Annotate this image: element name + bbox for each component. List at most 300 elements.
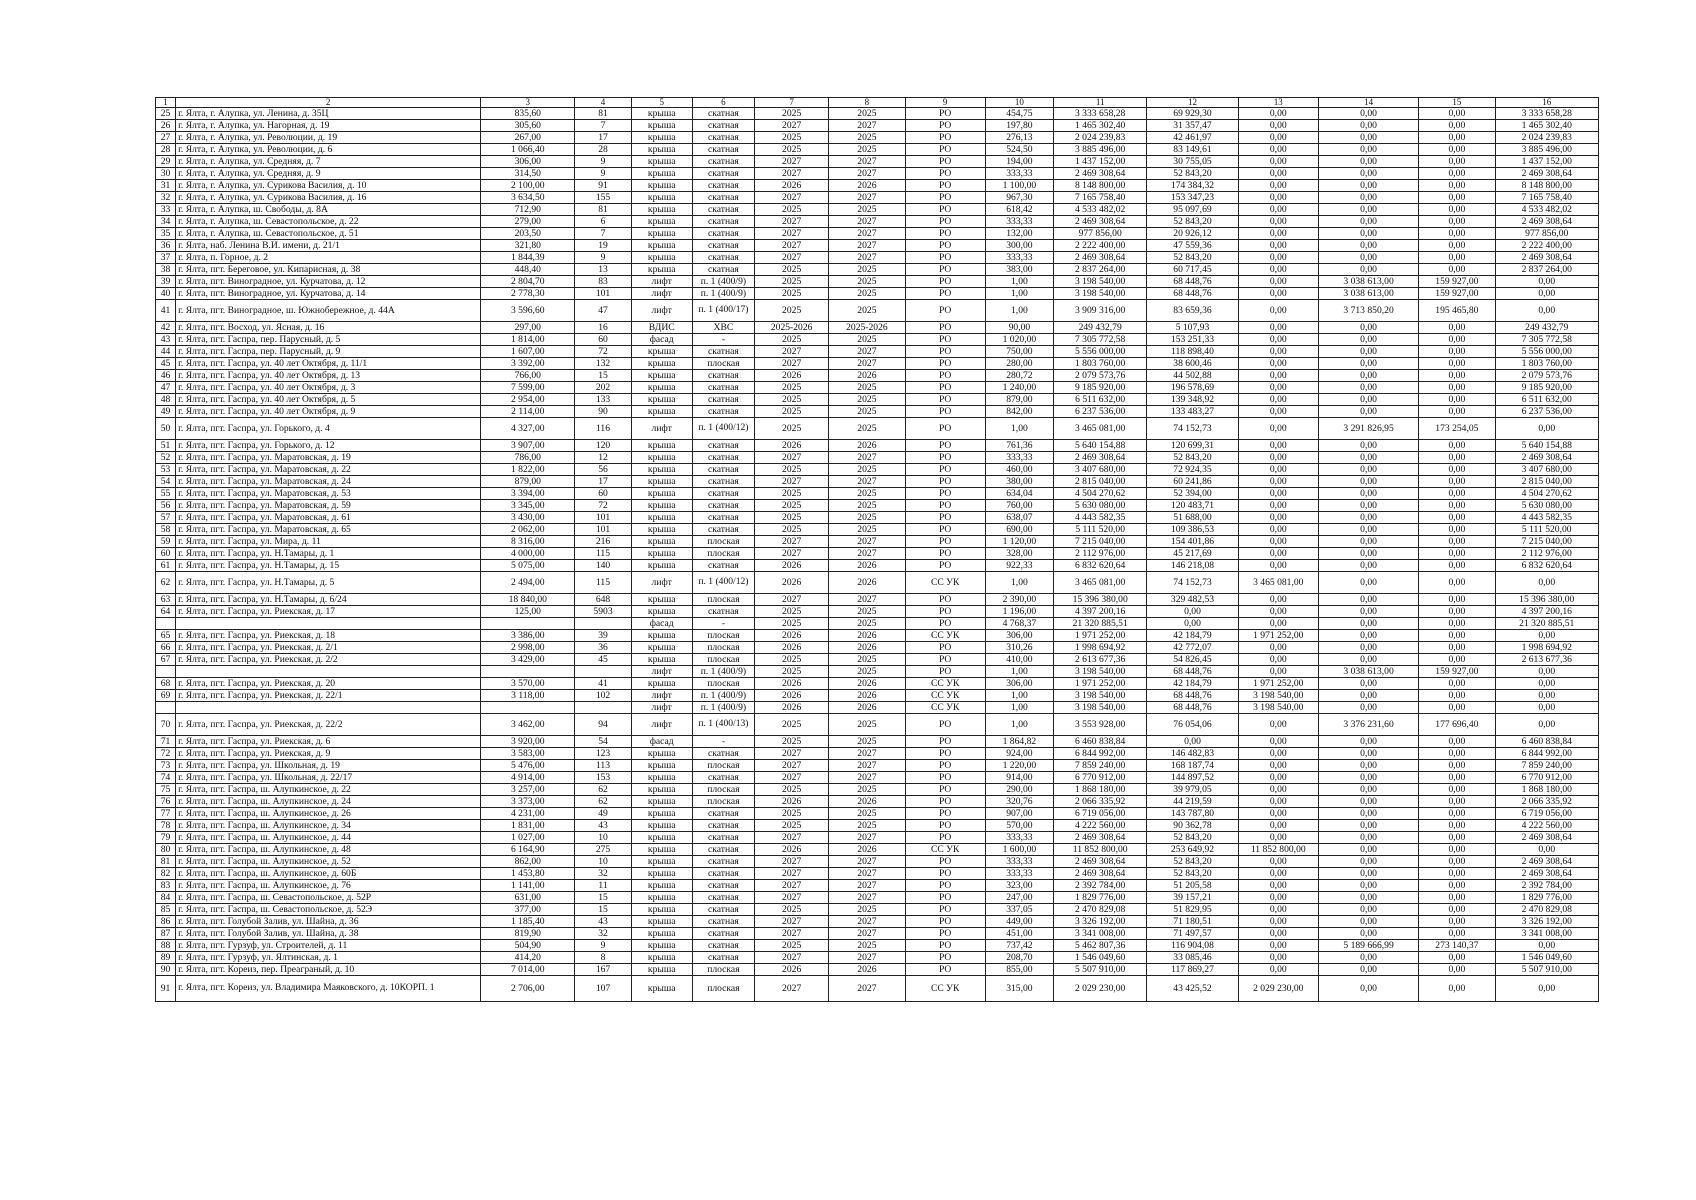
- cost-col-16: 5 640 154,88: [1495, 440, 1599, 452]
- cost-col-14: 0,00: [1318, 536, 1418, 548]
- cost-col-14: 0,00: [1318, 572, 1418, 594]
- element-type: скатная: [692, 952, 754, 964]
- fund-type: РО: [905, 240, 985, 252]
- element-type: скатная: [692, 406, 754, 418]
- year-start: 2027: [755, 928, 829, 940]
- row-number: 63: [156, 594, 176, 606]
- table-row: [156, 760, 1599, 772]
- element: лифт: [631, 300, 692, 322]
- fund-type: РО: [905, 904, 985, 916]
- element-type: скатная: [692, 512, 754, 524]
- element: крыша: [631, 880, 692, 892]
- work-volume: 333,33: [985, 856, 1053, 868]
- year-end: 2027: [829, 760, 905, 772]
- cost-col-16: 4 222 560,00: [1495, 820, 1599, 832]
- work-volume: 618,42: [985, 204, 1053, 216]
- table-row: [156, 464, 1599, 476]
- cost-col-13: 0,00: [1238, 772, 1318, 784]
- cost-col-13: 0,00: [1238, 784, 1318, 796]
- year-end: 2026: [829, 560, 905, 572]
- element: крыша: [631, 642, 692, 654]
- cost-col-16: 5 556 000,00: [1495, 346, 1599, 358]
- element-type: скатная: [692, 832, 754, 844]
- element-type: скатная: [692, 748, 754, 760]
- row-number: 52: [156, 452, 176, 464]
- total-cost: 3 407 680,00: [1054, 464, 1147, 476]
- table-row: [156, 666, 1599, 678]
- tech-supervision: 117 869,27: [1147, 964, 1238, 976]
- year-end: 2025: [829, 288, 905, 300]
- total-cost: 1 437 152,00: [1054, 156, 1147, 168]
- cost-col-16: 15 396 380,00: [1495, 594, 1599, 606]
- year-start: 2027: [755, 772, 829, 784]
- element-type: плоская: [692, 630, 754, 642]
- address: г. Ялта, пгт. Гаспра, ул. Маратовская, д. 65: [176, 524, 481, 536]
- work-volume: 1 600,00: [985, 844, 1053, 856]
- area: 4 231,00: [481, 808, 575, 820]
- fund-type: РО: [905, 524, 985, 536]
- address: г. Ялта, пгт. Гаспра, ш. Севастопольское, д. 52Э: [176, 904, 481, 916]
- tech-supervision: 52 843,20: [1147, 168, 1238, 180]
- address: г. Ялта, пгт. Виноградное, ш. Южнобережное, д. 44А: [176, 300, 481, 322]
- row-number: 45: [156, 358, 176, 370]
- element: крыша: [631, 748, 692, 760]
- cost-col-15: 0,00: [1419, 808, 1495, 820]
- element: крыша: [631, 394, 692, 406]
- tech-supervision: 52 843,20: [1147, 252, 1238, 264]
- year-start: 2027: [755, 536, 829, 548]
- column-number: 7: [755, 98, 829, 108]
- year-end: 2026: [829, 844, 905, 856]
- cost-col-13: 0,00: [1238, 560, 1318, 572]
- element-type: скатная: [692, 476, 754, 488]
- cost-col-13: 0,00: [1238, 132, 1318, 144]
- table-row: [156, 288, 1599, 300]
- year-start: 2027: [755, 216, 829, 228]
- residents: 47: [575, 300, 631, 322]
- element-type: скатная: [692, 440, 754, 452]
- element-type: скатная: [692, 394, 754, 406]
- residents: 41: [575, 678, 631, 690]
- fund-type: РО: [905, 252, 985, 264]
- element-type: скатная: [692, 820, 754, 832]
- work-volume: 1,00: [985, 276, 1053, 288]
- residents: 81: [575, 108, 631, 120]
- address: г. Ялта, пгт. Голубой Залив, ул. Шайна, д. 38: [176, 928, 481, 940]
- cost-col-14: 0,00: [1318, 678, 1418, 690]
- work-volume: 524,50: [985, 144, 1053, 156]
- row-number: 68: [156, 678, 176, 690]
- total-cost: 2 066 335,92: [1054, 796, 1147, 808]
- tech-supervision: 74 152,73: [1147, 418, 1238, 440]
- element-type: п. 1 (400/13): [692, 714, 754, 736]
- area: 835,60: [481, 108, 575, 120]
- fund-type: РО: [905, 120, 985, 132]
- tech-supervision: 72 924,35: [1147, 464, 1238, 476]
- row-number: 53: [156, 464, 176, 476]
- element-type: п. 1 (400/17): [692, 300, 754, 322]
- work-volume: 306,00: [985, 630, 1053, 642]
- area: 7 014,00: [481, 964, 575, 976]
- year-end: 2026: [829, 964, 905, 976]
- address: г. Ялта, пгт. Гаспра, ш. Алупкинское, д. 76: [176, 880, 481, 892]
- cost-col-13: 0,00: [1238, 288, 1318, 300]
- address: г. Ялта, пгт. Голубой Залив, ул. Шайна, д. 36: [176, 916, 481, 928]
- column-number: 10: [985, 98, 1053, 108]
- cost-col-15: 0,00: [1419, 572, 1495, 594]
- area: 3 583,00: [481, 748, 575, 760]
- element-type: скатная: [692, 452, 754, 464]
- cost-col-15: 159 927,00: [1419, 288, 1495, 300]
- area: 3 634,50: [481, 192, 575, 204]
- row-number: 57: [156, 512, 176, 524]
- cost-col-15: 0,00: [1419, 654, 1495, 666]
- year-start: 2025: [755, 512, 829, 524]
- row-number: 76: [156, 796, 176, 808]
- table-row: [156, 868, 1599, 880]
- address: г. Ялта, пгт. Гаспра, ш. Алупкинское, д. 26: [176, 808, 481, 820]
- work-volume: 197,80: [985, 120, 1053, 132]
- year-end: 2027: [829, 228, 905, 240]
- year-end: 2026: [829, 642, 905, 654]
- cost-col-16: 0,00: [1495, 690, 1599, 702]
- cost-col-14: 0,00: [1318, 844, 1418, 856]
- year-start: 2025: [755, 736, 829, 748]
- total-cost: 7 859 240,00: [1054, 760, 1147, 772]
- cost-col-13: 0,00: [1238, 108, 1318, 120]
- total-cost: 2 112 976,00: [1054, 548, 1147, 560]
- total-cost: 4 222 560,00: [1054, 820, 1147, 832]
- year-end: 2027: [829, 168, 905, 180]
- year-start: 2027: [755, 548, 829, 560]
- cost-col-14: 0,00: [1318, 928, 1418, 940]
- address: г. Ялта, пгт. Виноградное, ул. Курчатова, д. 14: [176, 288, 481, 300]
- tech-supervision: 42 461,97: [1147, 132, 1238, 144]
- element-type: скатная: [692, 168, 754, 180]
- cost-col-13: 0,00: [1238, 606, 1318, 618]
- fund-type: РО: [905, 132, 985, 144]
- fund-type: РО: [905, 418, 985, 440]
- year-end: 2025: [829, 488, 905, 500]
- element: крыша: [631, 952, 692, 964]
- cost-col-13: 0,00: [1238, 264, 1318, 276]
- residents: 72: [575, 346, 631, 358]
- year-end: 2025-2026: [829, 322, 905, 334]
- fund-type: РО: [905, 300, 985, 322]
- cost-col-16: 2 469 308,64: [1495, 868, 1599, 880]
- row-number: 51: [156, 440, 176, 452]
- total-cost: 2 392 784,00: [1054, 880, 1147, 892]
- year-start: 2027: [755, 452, 829, 464]
- cost-col-15: 0,00: [1419, 844, 1495, 856]
- area: 2 494,00: [481, 572, 575, 594]
- cost-col-13: 0,00: [1238, 952, 1318, 964]
- table-row: [156, 382, 1599, 394]
- column-number: 16: [1495, 98, 1599, 108]
- cost-col-14: 0,00: [1318, 192, 1418, 204]
- cost-col-13: 0,00: [1238, 346, 1318, 358]
- fund-type: РО: [905, 820, 985, 832]
- residents: 101: [575, 288, 631, 300]
- cost-col-16: 2 815 040,00: [1495, 476, 1599, 488]
- year-start: 2025: [755, 904, 829, 916]
- row-number: 49: [156, 406, 176, 418]
- cost-col-15: 0,00: [1419, 322, 1495, 334]
- tech-supervision: 60 717,45: [1147, 264, 1238, 276]
- fund-type: РО: [905, 394, 985, 406]
- year-end: 2025: [829, 784, 905, 796]
- residents: 9: [575, 168, 631, 180]
- year-start: 2025: [755, 276, 829, 288]
- element: крыша: [631, 406, 692, 418]
- element-type: скатная: [692, 500, 754, 512]
- residents: 60: [575, 488, 631, 500]
- work-volume: 1,00: [985, 288, 1053, 300]
- work-volume: 1,00: [985, 714, 1053, 736]
- residents: 54: [575, 736, 631, 748]
- element: крыша: [631, 928, 692, 940]
- tech-supervision: 133 483,27: [1147, 406, 1238, 418]
- element-type: плоская: [692, 760, 754, 772]
- fund-type: РО: [905, 204, 985, 216]
- year-end: 2025: [829, 108, 905, 120]
- area: 1 453,80: [481, 868, 575, 880]
- cost-col-14: 0,00: [1318, 892, 1418, 904]
- element-type: скатная: [692, 108, 754, 120]
- element-type: скатная: [692, 346, 754, 358]
- element-type: плоская: [692, 594, 754, 606]
- cost-col-14: 3 038 613,00: [1318, 276, 1418, 288]
- tech-supervision: 196 578,69: [1147, 382, 1238, 394]
- element: крыша: [631, 264, 692, 276]
- cost-col-16: 249 432,79: [1495, 322, 1599, 334]
- cost-col-15: 0,00: [1419, 168, 1495, 180]
- cost-col-13: 0,00: [1238, 252, 1318, 264]
- cost-col-16: 2 112 976,00: [1495, 548, 1599, 560]
- cost-col-15: 0,00: [1419, 536, 1495, 548]
- year-start: 2025: [755, 464, 829, 476]
- work-volume: 247,00: [985, 892, 1053, 904]
- tech-supervision: 71 180,51: [1147, 916, 1238, 928]
- address: г. Ялта, г. Алупка, ул. Сурикова Василия, д. 10: [176, 180, 481, 192]
- element: крыша: [631, 370, 692, 382]
- element: крыша: [631, 464, 692, 476]
- table-row: [156, 940, 1599, 952]
- tech-supervision: 45 217,69: [1147, 548, 1238, 560]
- cost-col-15: 0,00: [1419, 156, 1495, 168]
- address: г. Ялта, п. Горное, д. 2: [176, 252, 481, 264]
- row-number: 67: [156, 654, 176, 666]
- year-end: 2027: [829, 346, 905, 358]
- year-end: 2027: [829, 772, 905, 784]
- year-end: 2025: [829, 654, 905, 666]
- year-end: 2027: [829, 216, 905, 228]
- year-end: 2027: [829, 452, 905, 464]
- year-start: 2025: [755, 382, 829, 394]
- cost-col-13: 3 198 540,00: [1238, 702, 1318, 714]
- cost-col-13: 0,00: [1238, 144, 1318, 156]
- total-cost: 11 852 800,00: [1054, 844, 1147, 856]
- total-cost: 6 460 838,84: [1054, 736, 1147, 748]
- tech-supervision: 144 897,52: [1147, 772, 1238, 784]
- table-row: [156, 476, 1599, 488]
- row-number: 66: [156, 642, 176, 654]
- area: 3 920,00: [481, 736, 575, 748]
- year-end: 2025: [829, 144, 905, 156]
- element: лифт: [631, 702, 692, 714]
- row-number: 75: [156, 784, 176, 796]
- year-start: 2027: [755, 748, 829, 760]
- row-number: 40: [156, 288, 176, 300]
- element-type: плоская: [692, 548, 754, 560]
- year-start: 2027: [755, 120, 829, 132]
- tech-supervision: 253 649,92: [1147, 844, 1238, 856]
- cost-col-13: 3 198 540,00: [1238, 690, 1318, 702]
- cost-col-13: 0,00: [1238, 760, 1318, 772]
- cost-col-15: 0,00: [1419, 240, 1495, 252]
- cost-col-13: 0,00: [1238, 406, 1318, 418]
- area: 279,00: [481, 216, 575, 228]
- area: 2 954,00: [481, 394, 575, 406]
- address: г. Ялта, г. Алупка, ул. Ленина, д. 35Ц: [176, 108, 481, 120]
- total-cost: 6 511 632,00: [1054, 394, 1147, 406]
- table-row: [156, 560, 1599, 572]
- address: г. Ялта, пгт. Кореиз, пер. Преаграный, д. 10: [176, 964, 481, 976]
- row-number: 58: [156, 524, 176, 536]
- fund-type: РО: [905, 940, 985, 952]
- row-number: 81: [156, 856, 176, 868]
- address: г. Ялта, пгт. Гаспра, ул. Риекская, д. 6: [176, 736, 481, 748]
- year-start: 2025: [755, 606, 829, 618]
- cost-col-13: 0,00: [1238, 880, 1318, 892]
- element-type: скатная: [692, 240, 754, 252]
- table-row: [156, 880, 1599, 892]
- address: г. Ялта, пгт. Гаспра, ул. Н.Тамары, д. 15: [176, 560, 481, 572]
- fund-type: СС УК: [905, 690, 985, 702]
- element: крыша: [631, 452, 692, 464]
- work-volume: 310,26: [985, 642, 1053, 654]
- table-row: [156, 216, 1599, 228]
- tech-supervision: 47 559,36: [1147, 240, 1238, 252]
- address: г. Ялта, пгт. Гаспра, ш. Севастопольское, д. 52Р: [176, 892, 481, 904]
- tech-supervision: 68 448,76: [1147, 666, 1238, 678]
- fund-type: СС УК: [905, 844, 985, 856]
- row-number: 56: [156, 500, 176, 512]
- cost-col-16: 0,00: [1495, 418, 1599, 440]
- total-cost: 21 320 885,51: [1054, 618, 1147, 630]
- cost-col-14: 0,00: [1318, 346, 1418, 358]
- tech-supervision: 71 497,57: [1147, 928, 1238, 940]
- cost-col-13: 0,00: [1238, 808, 1318, 820]
- cost-col-14: 0,00: [1318, 264, 1418, 276]
- total-cost: 6 237 536,00: [1054, 406, 1147, 418]
- area: 1 844,39: [481, 252, 575, 264]
- residents: 115: [575, 572, 631, 594]
- fund-type: РО: [905, 736, 985, 748]
- year-end: 2027: [829, 928, 905, 940]
- year-start: 2027: [755, 156, 829, 168]
- cost-col-15: 0,00: [1419, 678, 1495, 690]
- fund-type: РО: [905, 928, 985, 940]
- year-start: 2025: [755, 500, 829, 512]
- fund-type: РО: [905, 276, 985, 288]
- residents: 116: [575, 418, 631, 440]
- address: [176, 702, 481, 714]
- residents: 132: [575, 358, 631, 370]
- area: 3 392,00: [481, 358, 575, 370]
- address: г. Ялта, г. Алупка, ул. Сурикова Василия, д. 16: [176, 192, 481, 204]
- element-type: скатная: [692, 940, 754, 952]
- tech-supervision: 38 600,46: [1147, 358, 1238, 370]
- residents: 101: [575, 524, 631, 536]
- cost-col-15: 0,00: [1419, 358, 1495, 370]
- total-cost: 2 469 308,64: [1054, 252, 1147, 264]
- year-end: 2025: [829, 418, 905, 440]
- cost-col-16: 0,00: [1495, 844, 1599, 856]
- cost-col-13: 0,00: [1238, 748, 1318, 760]
- table-row: [156, 168, 1599, 180]
- cost-col-14: 0,00: [1318, 180, 1418, 192]
- total-cost: 2 815 040,00: [1054, 476, 1147, 488]
- element: крыша: [631, 500, 692, 512]
- work-volume: 90,00: [985, 322, 1053, 334]
- cost-col-14: 3 713 850,20: [1318, 300, 1418, 322]
- work-volume: 570,00: [985, 820, 1053, 832]
- tech-supervision: 68 448,76: [1147, 702, 1238, 714]
- table-row: [156, 524, 1599, 536]
- residents: 72: [575, 500, 631, 512]
- total-cost: 5 640 154,88: [1054, 440, 1147, 452]
- residents: 28: [575, 144, 631, 156]
- row-number: 59: [156, 536, 176, 548]
- row-number: 72: [156, 748, 176, 760]
- work-volume: 280,00: [985, 358, 1053, 370]
- cost-col-16: 21 320 885,51: [1495, 618, 1599, 630]
- row-number: 36: [156, 240, 176, 252]
- cost-col-14: 0,00: [1318, 252, 1418, 264]
- table-row: [156, 240, 1599, 252]
- tech-supervision: 52 843,20: [1147, 832, 1238, 844]
- cost-col-13: 0,00: [1238, 216, 1318, 228]
- address: г. Ялта, пгт. Виноградное, ул. Курчатова, д. 12: [176, 276, 481, 288]
- cost-col-13: 0,00: [1238, 240, 1318, 252]
- fund-type: РО: [905, 108, 985, 120]
- table-row: [156, 606, 1599, 618]
- fund-type: РО: [905, 334, 985, 346]
- address: г. Ялта, наб. Ленина В.И. имени, д. 21/1: [176, 240, 481, 252]
- cost-col-14: 0,00: [1318, 760, 1418, 772]
- year-end: 2026: [829, 796, 905, 808]
- cost-col-16: 1 546 049,60: [1495, 952, 1599, 964]
- cost-col-14: 0,00: [1318, 904, 1418, 916]
- cost-col-13: 0,00: [1238, 618, 1318, 630]
- total-cost: 15 396 380,00: [1054, 594, 1147, 606]
- work-volume: 132,00: [985, 228, 1053, 240]
- element: крыша: [631, 678, 692, 690]
- cost-col-13: 0,00: [1238, 180, 1318, 192]
- tech-supervision: 52 394,00: [1147, 488, 1238, 500]
- element: крыша: [631, 144, 692, 156]
- tech-supervision: 174 384,32: [1147, 180, 1238, 192]
- row-number: 83: [156, 880, 176, 892]
- cost-col-16: 4 397 200,16: [1495, 606, 1599, 618]
- work-volume: 634,04: [985, 488, 1053, 500]
- table-row: [156, 796, 1599, 808]
- row-number: 41: [156, 300, 176, 322]
- cost-col-13: 0,00: [1238, 524, 1318, 536]
- element-type: п. 1 (400/9): [692, 288, 754, 300]
- cost-col-13: 0,00: [1238, 276, 1318, 288]
